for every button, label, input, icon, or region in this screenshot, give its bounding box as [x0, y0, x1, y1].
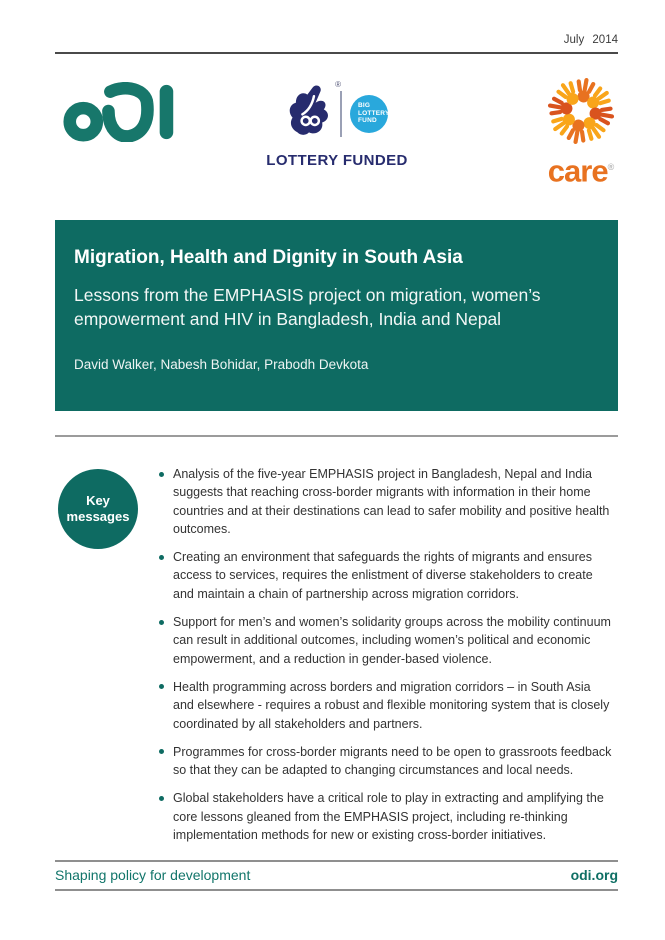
list-item: Programmes for cross-border migrants need to be open to grassroots feedback so that they can be adapted to changing circumstances and local needs. — [158, 743, 612, 780]
crossed-fingers-icon — [286, 80, 341, 143]
bullet-icon — [159, 684, 164, 689]
bullet-icon — [159, 472, 164, 477]
footer-rule-top — [55, 860, 618, 862]
publication-date: July 2014 — [563, 34, 618, 46]
bullet-icon — [159, 555, 164, 560]
care-hands-icon — [544, 135, 618, 152]
page-title: Migration, Health and Dignity in South Asia — [74, 247, 463, 268]
key-messages-list — [158, 465, 612, 854]
list-item: Analysis of the five-year EMPHASIS project in Bangladesh, Nepal and India suggests that reaching cross-border migrants with information in their home countries and at their destinations can lead to safer mobility and positive health outcomes. — [158, 465, 612, 538]
odi-org-link[interactable]: odi.org — [570, 867, 618, 883]
list-item: Creating an environment that safeguards the rights of migrants and ensures access to services, requires the enlistment of diverse stakeholders to create and maintain a chain of partnership across migration corridors. — [158, 548, 612, 603]
footer — [55, 867, 618, 883]
registered-trademark-icon: ® — [607, 162, 615, 172]
care-logo — [528, 74, 634, 189]
odi-logo-icon — [62, 129, 180, 146]
banner-divider-rule — [55, 435, 618, 437]
list-item: Global stakeholders have a critical role to play in extracting and amplifying the core lessons gleaned from the EMPHASIS project, including re-thinking implementation methods for new or existing cross-border initiatives. — [158, 789, 612, 844]
bullet-icon — [159, 620, 164, 625]
footer-tagline: Shaping policy for development — [55, 867, 251, 883]
footer-rule-bottom — [55, 889, 618, 891]
key-messages-badge-line1: Key — [86, 493, 110, 508]
big-lottery-fund-icon: BIG LOTTERY FUND — [350, 95, 388, 133]
logo-divider — [340, 91, 342, 137]
key-messages-badge-line2: messages — [66, 509, 130, 524]
registered-trademark-icon: ® — [335, 80, 341, 89]
authors-line: David Walker, Nabesh Bohidar, Prabodh Devkota — [74, 357, 369, 372]
list-item: Support for men’s and women’s solidarity groups across the mobility continuum can result in additional outcomes, including women’s political and economic empowerment, and a reduction in gender-based violence. — [158, 613, 612, 668]
title-banner — [55, 220, 618, 411]
list-item: Health programming across borders and migration corridors – in South Asia and elsewhere - requires a robust and flexible monitoring system that is closely coordinated by all stakeholders and partners. — [158, 678, 612, 733]
page-subtitle: Lessons from the EMPHASIS project on migration, women’s empowerment and HIV in Bangladesh, India and Nepal — [74, 285, 541, 329]
key-messages-badge — [58, 469, 138, 549]
lottery-funded-caption: LOTTERY FUNDED — [266, 152, 408, 169]
bullet-icon — [159, 796, 164, 801]
care-wordmark: care® — [547, 153, 615, 189]
masthead-rule — [55, 52, 618, 54]
lottery-funded-logo — [258, 80, 416, 169]
bullet-icon — [159, 749, 164, 754]
odi-logo — [62, 82, 180, 147]
